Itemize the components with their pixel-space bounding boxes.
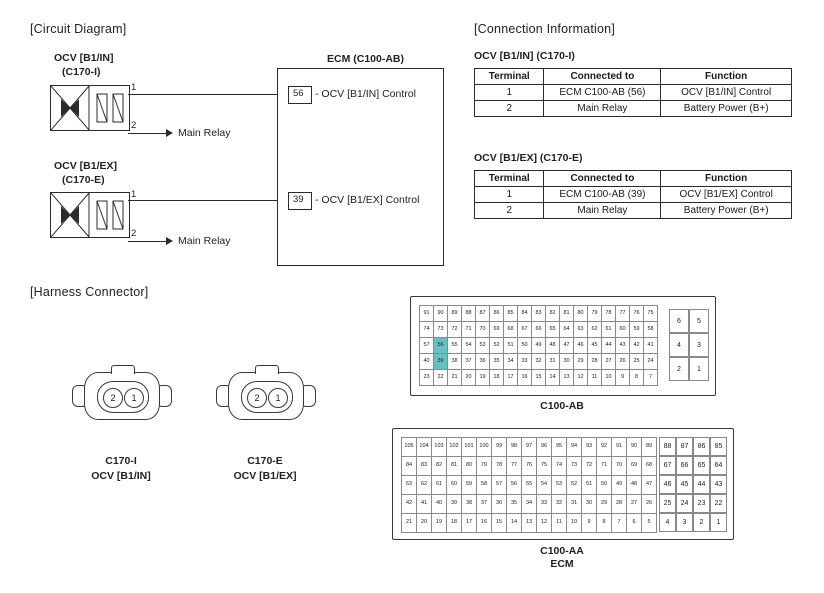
pin-cell: 41 [416, 494, 432, 514]
pin-cell: 27 [601, 353, 616, 370]
pin-cell: 23 [419, 369, 434, 386]
pin-cell: 95 [551, 437, 567, 457]
th-connected-to: Connected to [544, 69, 661, 85]
pin-cell: 63 [573, 321, 588, 338]
pin-cell: 47 [559, 337, 574, 354]
pin-grid-c100-aa [392, 428, 734, 540]
terminal-number-in-1: 1 [131, 82, 137, 93]
table-row [475, 203, 792, 219]
pin-cell: 88 [659, 437, 676, 456]
pin-cell: 22 [433, 369, 448, 386]
connector-tab [255, 365, 279, 374]
pin-cell: 7 [611, 513, 627, 533]
pin-cell: 35 [506, 494, 522, 514]
pin-cell: 77 [506, 456, 522, 476]
pin-cell: 44 [601, 337, 616, 354]
pin-cell: 9 [581, 513, 597, 533]
pin-cell: 14 [506, 513, 522, 533]
pin-cell: 56 [433, 337, 448, 354]
pin-cell: 6 [626, 513, 642, 533]
pin-cell: 73 [566, 456, 582, 476]
pin-cell: 62 [416, 475, 432, 495]
pin-cell: 98 [506, 437, 522, 457]
pin-cell: 28 [611, 494, 627, 514]
pin-grid-sublabel-c100-aa: ECM [550, 558, 574, 570]
pin-cell: 50 [517, 337, 532, 354]
pin-cell: 38 [447, 353, 462, 370]
pin-cell: 72 [581, 456, 597, 476]
connector-pin-2: 2 [247, 388, 267, 408]
pin-cell: 29 [573, 353, 588, 370]
pin-cell: 84 [401, 456, 417, 476]
pin-cell: 33 [536, 494, 552, 514]
pin-cell: 4 [659, 513, 676, 532]
pin-cell: 70 [475, 321, 490, 338]
pin-cell: 51 [581, 475, 597, 495]
pin-cell: 50 [596, 475, 612, 495]
pin-cell: 59 [629, 321, 644, 338]
pin-cell: 46 [573, 337, 588, 354]
ecm-pin-39-number: 39 [293, 194, 304, 205]
pin-cell: 19 [431, 513, 447, 533]
pin-cell: 15 [531, 369, 546, 386]
pin-cell: 49 [531, 337, 546, 354]
pin-cell: 20 [416, 513, 432, 533]
pin-cell: 82 [431, 456, 447, 476]
pin-cell: 61 [431, 475, 447, 495]
connector-pin-1: 1 [124, 388, 144, 408]
pin-cell: 81 [446, 456, 462, 476]
section-title-harness-connector: [Harness Connector] [30, 285, 149, 299]
pin-cell: 68 [641, 456, 657, 476]
pin-cell: 16 [476, 513, 492, 533]
table-header-row [475, 69, 792, 85]
pin-cell: 37 [476, 494, 492, 514]
cell-connected-to: Main Relay [544, 203, 661, 219]
pin-cell: 25 [629, 353, 644, 370]
connector-body [228, 372, 304, 420]
section-title-connection-information: [Connection Information] [474, 22, 615, 36]
pin-cell: 46 [659, 475, 676, 494]
cell-function: OCV [B1/IN] Control [661, 85, 792, 101]
pin-cell: 74 [551, 456, 567, 476]
pin-cell: 35 [489, 353, 504, 370]
pin-cell: 96 [536, 437, 552, 457]
pin-cell: 26 [641, 494, 657, 514]
table-row [475, 187, 792, 203]
connector-name-c170-i: C170-I [105, 455, 137, 467]
th-terminal: Terminal [475, 171, 544, 187]
connector-inner-shell [97, 381, 149, 413]
pin-cell: 56 [506, 475, 522, 495]
pin-cell: 8 [629, 369, 644, 386]
pin-cell: 55 [447, 337, 462, 354]
pin-cell: 93 [581, 437, 597, 457]
table-row [475, 101, 792, 117]
th-terminal: Terminal [475, 69, 544, 85]
pin-cell: 5 [689, 309, 709, 333]
pin-cell: 77 [615, 305, 630, 322]
pin-cell: 103 [431, 437, 447, 457]
pin-cell: 65 [693, 456, 710, 475]
pin-cell: 53 [475, 337, 490, 354]
pin-cell: 80 [573, 305, 588, 322]
ecm-pin-39-label: - OCV [B1/EX] Control [315, 194, 420, 206]
pin-cell: 54 [536, 475, 552, 495]
terminal-number-ex-2: 2 [131, 228, 137, 239]
connector-sub-c170-e: OCV [B1/EX] [233, 470, 297, 482]
arrow-main-relay-ex [166, 237, 173, 245]
pin-cell: 31 [566, 494, 582, 514]
wire-ex-pin1 [128, 200, 288, 201]
pin-cell: 5 [641, 513, 657, 533]
label-ecm: ECM (C100-AB) [327, 53, 405, 65]
pin-cell: 18 [489, 369, 504, 386]
pin-cell: 27 [626, 494, 642, 514]
pin-grid-label-c100-aa: C100-AA [540, 545, 584, 557]
pin-cell: 104 [416, 437, 432, 457]
pin-cell: 32 [551, 494, 567, 514]
connector-pin-2: 2 [103, 388, 123, 408]
pin-cell: 6 [669, 309, 689, 333]
th-function: Function [661, 69, 792, 85]
pin-cell: 18 [446, 513, 462, 533]
pin-cell: 25 [659, 494, 676, 513]
arrow-main-relay-in [166, 129, 173, 137]
pin-cell: 86 [693, 437, 710, 456]
pin-cell: 28 [587, 353, 602, 370]
pin-cell: 10 [566, 513, 582, 533]
pin-cell: 9 [615, 369, 630, 386]
pin-cell: 60 [446, 475, 462, 495]
pin-cell: 64 [710, 456, 727, 475]
pin-cell: 33 [517, 353, 532, 370]
pin-cell: 4 [669, 333, 689, 357]
pin-cell: 85 [503, 305, 518, 322]
cell-terminal: 1 [475, 85, 544, 101]
pin-cell: 14 [545, 369, 560, 386]
pin-cell: 30 [559, 353, 574, 370]
pin-cell: 20 [461, 369, 476, 386]
connector-tab [111, 365, 135, 374]
cell-function: Battery Power (B+) [661, 203, 792, 219]
pin-cell: 48 [545, 337, 560, 354]
table-header-row [475, 171, 792, 187]
connector-name-c170-e: C170-E [247, 455, 283, 467]
pin-cell: 79 [587, 305, 602, 322]
pin-cell: 47 [641, 475, 657, 495]
pin-cell: 81 [559, 305, 574, 322]
pin-cell: 40 [431, 494, 447, 514]
pin-cell: 51 [503, 337, 518, 354]
pin-cell: 101 [461, 437, 477, 457]
cell-function: Battery Power (B+) [661, 101, 792, 117]
pin-cell: 38 [461, 494, 477, 514]
pin-cell: 88 [461, 305, 476, 322]
pin-cell: 91 [611, 437, 627, 457]
pin-cell: 43 [710, 475, 727, 494]
pin-cell: 39 [446, 494, 462, 514]
pin-cell: 86 [489, 305, 504, 322]
pin-cell: 7 [643, 369, 658, 386]
cell-connected-to: ECM C100-AB (39) [544, 187, 661, 203]
pin-cell: 10 [601, 369, 616, 386]
pin-cell: 78 [601, 305, 616, 322]
pin-cell: 94 [566, 437, 582, 457]
table-caption-ocv-in: OCV [B1/IN] (C170-I) [474, 50, 575, 62]
pin-cell: 45 [676, 475, 693, 494]
pin-cell: 83 [416, 456, 432, 476]
table-ocv-b1-ex [474, 170, 792, 219]
pin-cell: 84 [517, 305, 532, 322]
pin-cell: 2 [693, 513, 710, 532]
pin-cell: 58 [476, 475, 492, 495]
connector-body [84, 372, 160, 420]
pin-cell: 57 [491, 475, 507, 495]
pin-cell: 69 [489, 321, 504, 338]
ecm-pin-56-number: 56 [293, 88, 304, 99]
pin-cell: 69 [626, 456, 642, 476]
pin-cell: 89 [641, 437, 657, 457]
pin-cell: 85 [710, 437, 727, 456]
pin-cell: 16 [517, 369, 532, 386]
pin-cell: 45 [587, 337, 602, 354]
pin-cell: 68 [503, 321, 518, 338]
pin-cell: 79 [476, 456, 492, 476]
pin-cell: 90 [433, 305, 448, 322]
pin-cell: 22 [710, 494, 727, 513]
pin-cell: 17 [503, 369, 518, 386]
pin-cell: 3 [689, 333, 709, 357]
cell-terminal: 2 [475, 203, 544, 219]
th-function: Function [661, 171, 792, 187]
pin-cell: 42 [629, 337, 644, 354]
cell-terminal: 2 [475, 101, 544, 117]
pin-cell: 11 [587, 369, 602, 386]
pin-cell: 2 [669, 357, 689, 381]
pin-cell: 39 [433, 353, 448, 370]
pin-cell: 34 [521, 494, 537, 514]
pin-cell: 70 [611, 456, 627, 476]
pin-cell: 87 [676, 437, 693, 456]
pin-cell: 24 [676, 494, 693, 513]
pin-cell: 73 [433, 321, 448, 338]
pin-cell: 63 [401, 475, 417, 495]
pin-cell: 29 [596, 494, 612, 514]
terminal-number-in-2: 2 [131, 120, 137, 131]
pin-cell: 67 [659, 456, 676, 475]
label-main-relay-ex: Main Relay [178, 235, 231, 247]
pin-cell: 75 [536, 456, 552, 476]
pin-cell: 76 [629, 305, 644, 322]
pin-cell: 67 [517, 321, 532, 338]
pin-cell: 17 [461, 513, 477, 533]
pin-cell: 36 [491, 494, 507, 514]
pin-cell: 71 [461, 321, 476, 338]
table-row [475, 85, 792, 101]
pin-cell: 11 [551, 513, 567, 533]
pin-cell: 80 [461, 456, 477, 476]
pin-cell: 76 [521, 456, 537, 476]
label-main-relay-in: Main Relay [178, 127, 231, 139]
pin-cell: 64 [559, 321, 574, 338]
pin-cell: 41 [643, 337, 658, 354]
pin-cell: 43 [615, 337, 630, 354]
pin-cell: 105 [401, 437, 417, 457]
pin-cell: 57 [419, 337, 434, 354]
pin-cell: 74 [419, 321, 434, 338]
pin-cell: 21 [447, 369, 462, 386]
label-ocv-b1-ex-connector: (C170-E) [62, 174, 105, 186]
terminal-number-ex-1: 1 [131, 189, 137, 200]
pin-cell: 91 [419, 305, 434, 322]
section-title-circuit-diagram: [Circuit Diagram] [30, 22, 127, 36]
th-connected-to: Connected to [544, 171, 661, 187]
pin-cell: 65 [545, 321, 560, 338]
pin-cell: 31 [545, 353, 560, 370]
pin-cell: 8 [596, 513, 612, 533]
pin-cell: 24 [643, 353, 658, 370]
pin-cell: 59 [461, 475, 477, 495]
pin-cell: 40 [419, 353, 434, 370]
pin-cell: 90 [626, 437, 642, 457]
pin-cell: 58 [643, 321, 658, 338]
pin-cell: 1 [689, 357, 709, 381]
pin-cell: 83 [531, 305, 546, 322]
pin-cell: 12 [573, 369, 588, 386]
pin-cell: 52 [489, 337, 504, 354]
pin-cell: 30 [581, 494, 597, 514]
pin-cell: 102 [446, 437, 462, 457]
pin-cell: 3 [676, 513, 693, 532]
table-ocv-b1-in [474, 68, 792, 117]
pin-cell: 52 [566, 475, 582, 495]
pin-cell: 100 [476, 437, 492, 457]
pin-cell: 61 [601, 321, 616, 338]
label-ocv-b1-ex: OCV [B1/EX] [54, 160, 118, 172]
pin-cell: 55 [521, 475, 537, 495]
pin-cell: 13 [521, 513, 537, 533]
pin-cell: 49 [611, 475, 627, 495]
wire-in-pin2 [128, 133, 166, 134]
pin-cell: 19 [475, 369, 490, 386]
pin-cell: 87 [475, 305, 490, 322]
wire-ex-pin2 [128, 241, 166, 242]
connector-sub-c170-i: OCV [B1/IN] [91, 470, 151, 482]
pin-cell: 60 [615, 321, 630, 338]
pin-cell: 71 [596, 456, 612, 476]
label-ocv-b1-in-connector: (C170-I) [62, 66, 101, 78]
connector-inner-shell [241, 381, 293, 413]
pin-grid-label-c100-ab: C100-AB [540, 400, 584, 412]
pin-cell: 89 [447, 305, 462, 322]
pin-cell: 13 [559, 369, 574, 386]
cell-terminal: 1 [475, 187, 544, 203]
cell-connected-to: Main Relay [544, 101, 661, 117]
pin-cell: 82 [545, 305, 560, 322]
ocv-b1-ex-symbol [50, 192, 130, 238]
pin-cell: 54 [461, 337, 476, 354]
pin-cell: 99 [491, 437, 507, 457]
pin-cell: 75 [643, 305, 658, 322]
pin-cell: 78 [491, 456, 507, 476]
pin-cell: 15 [491, 513, 507, 533]
pin-cell: 72 [447, 321, 462, 338]
ocv-b1-in-symbol [50, 85, 130, 131]
pin-cell: 92 [596, 437, 612, 457]
connector-pin-1: 1 [268, 388, 288, 408]
pin-cell: 42 [401, 494, 417, 514]
pin-cell: 37 [461, 353, 476, 370]
wire-in-pin1 [128, 94, 288, 95]
pin-cell: 97 [521, 437, 537, 457]
cell-function: OCV [B1/EX] Control [661, 187, 792, 203]
cell-connected-to: ECM C100-AB (56) [544, 85, 661, 101]
pin-cell: 66 [531, 321, 546, 338]
pin-cell: 62 [587, 321, 602, 338]
pin-cell: 23 [693, 494, 710, 513]
pin-cell: 26 [615, 353, 630, 370]
ecm-pin-56-label: - OCV [B1/IN] Control [315, 88, 416, 100]
pin-cell: 36 [475, 353, 490, 370]
pin-cell: 21 [401, 513, 417, 533]
pin-cell: 12 [536, 513, 552, 533]
label-ocv-b1-in: OCV [B1/IN] [54, 52, 114, 64]
pin-grid-c100-ab [410, 296, 716, 396]
pin-cell: 34 [503, 353, 518, 370]
pin-cell: 32 [531, 353, 546, 370]
pin-cell: 48 [626, 475, 642, 495]
pin-cell: 44 [693, 475, 710, 494]
pin-cell: 66 [676, 456, 693, 475]
pin-cell: 53 [551, 475, 567, 495]
pin-cell: 1 [710, 513, 727, 532]
table-caption-ocv-ex: OCV [B1/EX] (C170-E) [474, 152, 583, 164]
